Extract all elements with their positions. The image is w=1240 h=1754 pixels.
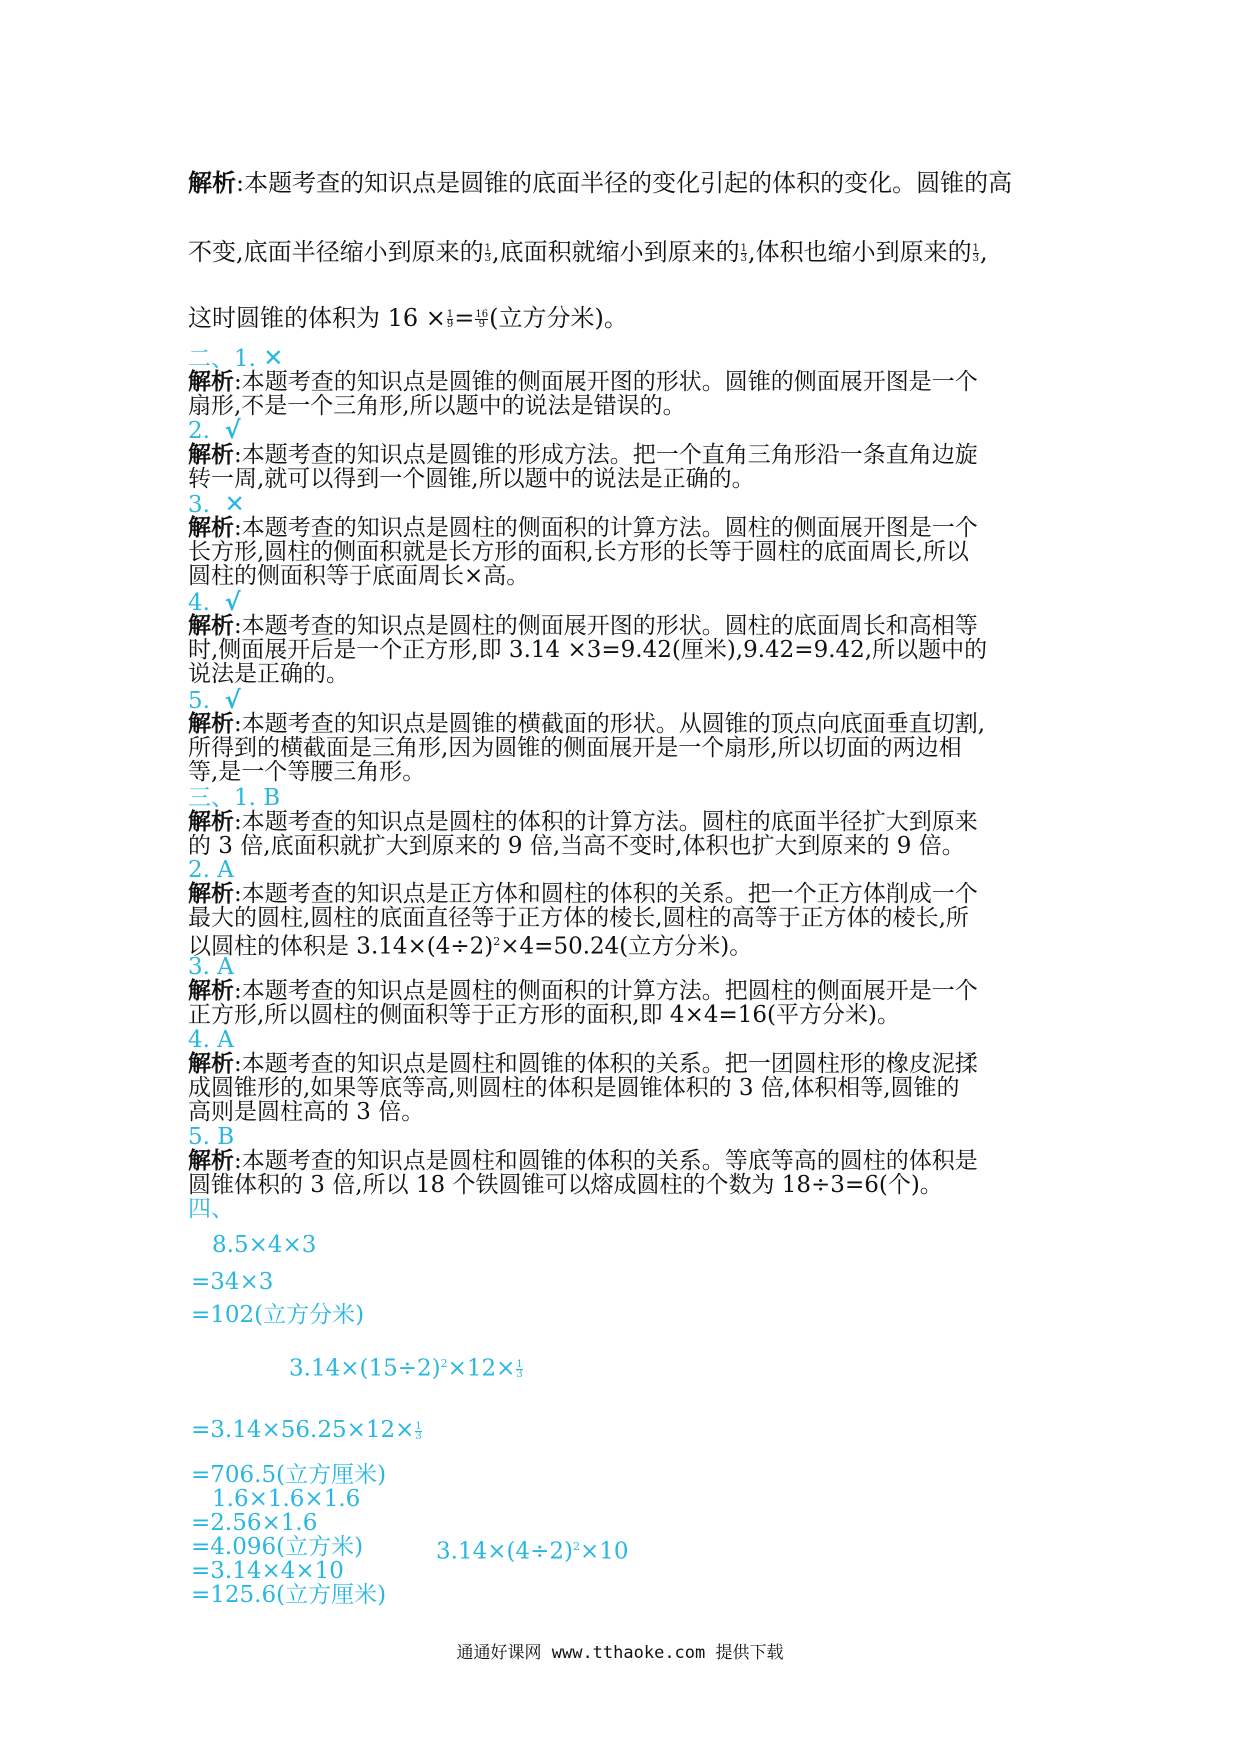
- part3-answer-5: 5. B: [188, 1124, 235, 1150]
- part3-answer-2: 2. A: [188, 857, 234, 883]
- fraction-one-third: $\frac{1}{3}$: [516, 1359, 523, 1381]
- part3-explanation-3: 解析:本题考查的知识点是圆柱的侧面积的计算方法。把圆柱的侧面展开是一个: [188, 977, 978, 1004]
- calc3-line2: =2.56×1.6: [191, 1510, 318, 1536]
- part3-answer-1: 三、1. B: [188, 785, 281, 811]
- part3-explanation-4-cont: 高则是圆柱高的 3 倍。: [188, 1099, 425, 1125]
- cross-mark-icon: ✕: [224, 490, 245, 518]
- part2-explanation-4-cont: 时,侧面展开后是一个正方形,即 3.14 ×3=9.42(厘米),9.42=9.42,所以题中的: [188, 637, 988, 663]
- part3-explanation-1-cont: 的 3 倍,底面积就扩大到原来的 9 倍,当高不变时,体积也扩大到原来的 9 倍。: [188, 833, 965, 859]
- part2-explanation-4: 解析:本题考查的知识点是圆柱的侧面展开图的形状。圆柱的底面周长和高相等: [188, 612, 978, 639]
- part3-explanation-5-cont: 圆锥体积的 3 倍,所以 18 个铁圆锥可以熔成圆柱的个数为 18÷3=6(个)。: [188, 1172, 943, 1198]
- calc3-line3: =4.096(立方米): [191, 1534, 364, 1560]
- part3-explanation-5: 解析:本题考查的知识点是圆柱和圆锥的体积的关系。等底等高的圆柱的体积是: [188, 1147, 978, 1174]
- fraction-sixteen-ninths: $\frac{16}{9}$: [475, 309, 489, 330]
- part2-answer-2: 2. √: [188, 416, 241, 444]
- part3-answer-3: 3. A: [188, 954, 234, 980]
- part2-answer-4: 4. √: [188, 588, 241, 616]
- calc2-line2: =3.14×56.25×12× $\frac{1}{3}$: [191, 1417, 422, 1443]
- calc1-line1: 8.5×4×3: [212, 1232, 317, 1258]
- check-mark-icon: √: [224, 588, 241, 616]
- fraction-one-ninth: $\frac{1}{9}$: [446, 309, 454, 330]
- part3-explanation-2-cont: 以圆柱的体积是 $3.14\times(4\div 2)^2\times 4=50.24$(立方分米)。: [188, 933, 753, 960]
- part3-explanation-2: 解析:本题考查的知识点是正方体和圆柱的体积的关系。把一个正方体削成一个: [188, 880, 978, 907]
- calc1-line3: =102(立方分米): [191, 1302, 365, 1328]
- part2-explanation-3-cont: 长方形,圆柱的侧面积就是长方形的面积,长方形的长等于圆柱的底面周长,所以: [188, 539, 969, 565]
- part2-answer-3: 3. ✕: [188, 490, 245, 518]
- calc4-line2: =3.14×4×10: [191, 1558, 344, 1584]
- part1-line2: 不变,底面半径缩小到原来的 $\frac{1}{3}$ ,底面积就缩小到原来的 $\frac{1}{3}$ ,体积也缩小到原来的 $\frac{1}{3}$ ,: [188, 238, 988, 266]
- part2-explanation-5: 解析:本题考查的知识点是圆锥的横截面的形状。从圆锥的顶点向底面垂直切割,: [188, 710, 986, 737]
- part3-explanation-4-cont: 成圆锥形的,如果等底等高,则圆柱的体积是圆锥体积的 3 倍,体积相等,圆锥的: [188, 1075, 960, 1101]
- cross-mark-icon: ✕: [263, 344, 284, 372]
- part3-explanation-2-cont: 最大的圆柱,圆柱的底面直径等于正方体的棱长,圆柱的高等于正方体的棱长,所: [188, 905, 969, 931]
- check-mark-icon: √: [224, 416, 241, 444]
- part3-answer-4: 4. A: [188, 1027, 234, 1053]
- part2-explanation-1-cont: 扇形,不是一个三角形,所以题中的说法是错误的。: [188, 393, 686, 419]
- calc4-line3: =125.6(立方厘米): [191, 1582, 387, 1608]
- part1-line3: 这时圆锥的体积为 16 × $\frac{1}{9}$ = $\frac{16}{9}$ (立方分米)。: [188, 304, 628, 332]
- part2-answer-1: 二、1. ✕: [188, 344, 284, 372]
- part4-heading: 四、: [188, 1196, 234, 1222]
- part2-explanation-4-cont: 说法是正确的。: [188, 661, 349, 687]
- calc4-line1: $3.14\times(4\div 2)^2\times 10$: [436, 1538, 629, 1565]
- part3-explanation-1: 解析:本题考查的知识点是圆柱的体积的计算方法。圆柱的底面半径扩大到原来: [188, 808, 978, 835]
- fraction-one-third: $\frac{1}{3}$: [484, 243, 492, 264]
- part2-explanation-2-cont: 转一周,就可以得到一个圆锥,所以题中的说法是正确的。: [188, 466, 755, 492]
- calc2-line1: $3.14\times(15\div 2)^2\times 12\times$ $\frac{1}{3}$: [289, 1355, 523, 1382]
- calc1-line2: =34×3: [191, 1269, 274, 1295]
- calc3-line1: 1.6×1.6×1.6: [212, 1486, 361, 1512]
- part2-explanation-3-cont: 圆柱的侧面积等于底面周长×高。: [188, 563, 530, 589]
- part3-explanation-3-cont: 正方形,所以圆柱的侧面积等于正方形的面积,即 4×4=16(平方分米)。: [188, 1002, 900, 1028]
- fraction-one-third: $\frac{1}{3}$: [972, 243, 980, 264]
- part2-explanation-2: 解析:本题考查的知识点是圆锥的形成方法。把一个直角三角形沿一条直角边旋: [188, 441, 978, 468]
- part2-explanation-3: 解析:本题考查的知识点是圆柱的侧面积的计算方法。圆柱的侧面展开图是一个: [188, 514, 978, 541]
- fraction-one-third: $\frac{1}{3}$: [415, 1420, 422, 1442]
- fraction-one-third: $\frac{1}{3}$: [740, 243, 748, 264]
- part2-explanation-5-cont: 所得到的横截面是三角形,因为圆锥的侧面展开是一个扇形,所以切面的两边相: [188, 735, 962, 761]
- check-mark-icon: √: [224, 686, 241, 714]
- part1-line1: 解析:本题考查的知识点是圆锥的底面半径的变化引起的体积的变化。圆锥的高: [188, 168, 1013, 197]
- part2-explanation-5-cont: 等,是一个等腰三角形。: [188, 759, 426, 785]
- calc2-line3: =706.5(立方厘米): [191, 1462, 387, 1488]
- part2-answer-5: 5. √: [188, 686, 241, 714]
- part2-explanation-1: 解析:本题考查的知识点是圆锥的侧面展开图的形状。圆锥的侧面展开图是一个: [188, 368, 978, 395]
- part3-explanation-4: 解析:本题考查的知识点是圆柱和圆锥的体积的关系。把一团圆柱形的橡皮泥揉: [188, 1050, 978, 1077]
- page-footer: 通通好课网 www.tthaoke.com 提供下载: [456, 1643, 784, 1663]
